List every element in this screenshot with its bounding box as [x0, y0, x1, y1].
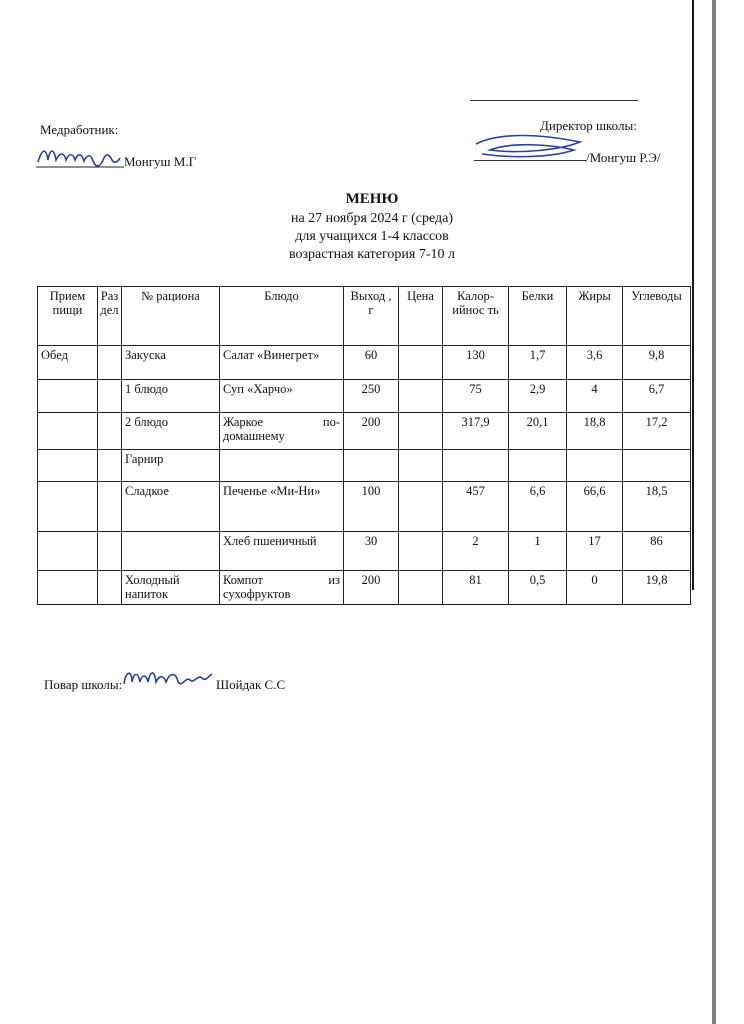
director-sign-line — [474, 160, 586, 161]
cell-meal — [38, 571, 98, 605]
menu-title: МЕНЮ — [345, 191, 399, 207]
cell-kcal: 2 — [443, 532, 509, 571]
cell-fat: 0 — [567, 571, 623, 605]
cell-meal — [38, 482, 98, 532]
cell-meal — [38, 380, 98, 413]
cell-dish: Печенье «Ми-Ни» — [220, 482, 344, 532]
cell-weight: 30 — [344, 532, 399, 571]
cell-dish — [220, 450, 344, 482]
cell-protein: 1,7 — [509, 346, 567, 380]
col-header-weight: Выход , г — [344, 287, 399, 346]
cell-dish: Компот из сухофруктов — [220, 571, 344, 605]
col-header-carbs: Углеводы — [623, 287, 691, 346]
cell-category: Гарнир — [122, 450, 220, 482]
cell-carbs: 6,7 — [623, 380, 691, 413]
cell-section — [98, 450, 122, 482]
cell-price — [399, 450, 443, 482]
cell-fat: 18,8 — [567, 413, 623, 450]
col-header-section: Раз дел — [98, 287, 122, 346]
age-line: возрастная категория 7-10 л — [289, 247, 455, 262]
cell-carbs: 9,8 — [623, 346, 691, 380]
cell-price — [399, 413, 443, 450]
table-row — [38, 413, 691, 450]
cell-carbs — [623, 450, 691, 482]
cell-kcal: 75 — [443, 380, 509, 413]
cell-meal — [38, 532, 98, 571]
cell-price — [399, 532, 443, 571]
medic-name: Монгуш М.Г — [124, 154, 197, 169]
menu-table — [37, 286, 691, 605]
cell-category: 1 блюдо — [122, 380, 220, 413]
cook-label: Повар школы: — [44, 677, 123, 692]
audience-line: для учащихся 1-4 классов — [295, 229, 449, 244]
cell-price — [399, 482, 443, 532]
cell-section — [98, 346, 122, 380]
cell-meal — [38, 450, 98, 482]
cell-kcal: 317,9 — [443, 413, 509, 450]
cell-fat: 17 — [567, 532, 623, 571]
cell-weight: 200 — [344, 571, 399, 605]
cell-section — [98, 571, 122, 605]
table-row — [38, 532, 691, 571]
cell-section — [98, 380, 122, 413]
cell-category — [122, 532, 220, 571]
cell-fat — [567, 450, 623, 482]
cell-price — [399, 380, 443, 413]
cell-category: 2 блюдо — [122, 413, 220, 450]
col-header-fat: Жиры — [567, 287, 623, 346]
cell-kcal: 130 — [443, 346, 509, 380]
cell-protein: 6,6 — [509, 482, 567, 532]
cell-carbs: 18,5 — [623, 482, 691, 532]
date-line: на 27 ноября 2024 г (среда) — [290, 211, 454, 226]
cell-category: Закуска — [122, 346, 220, 380]
col-header-protein: Белки — [509, 287, 567, 346]
cell-section — [98, 532, 122, 571]
cell-weight: 100 — [344, 482, 399, 532]
cell-dish: Хлеб пшеничный — [220, 532, 344, 571]
cook-name: Шойдак С.С — [216, 677, 286, 692]
cell-fat: 3,6 — [567, 346, 623, 380]
cell-price — [399, 346, 443, 380]
cell-meal: Обед — [38, 346, 98, 380]
table-header-row — [38, 287, 691, 346]
cell-protein: 2,9 — [509, 380, 567, 413]
medic-label: Медработник: — [40, 122, 119, 137]
cell-weight: 60 — [344, 346, 399, 380]
cell-price — [399, 571, 443, 605]
cell-category: Сладкое — [122, 482, 220, 532]
cell-dish: Суп «Харчо» — [220, 380, 344, 413]
cook-signature — [120, 664, 216, 694]
director-label: Директор школы: — [540, 118, 637, 133]
table-row — [38, 380, 691, 413]
col-header-meal: Прием пищи — [38, 287, 98, 346]
col-header-ration: № рациона — [122, 287, 220, 346]
cell-weight: 250 — [344, 380, 399, 413]
cell-protein: 0,5 — [509, 571, 567, 605]
cell-kcal — [443, 450, 509, 482]
cell-carbs: 19,8 — [623, 571, 691, 605]
table-row — [38, 450, 691, 482]
table-row — [38, 346, 691, 380]
col-header-price: Цена — [399, 287, 443, 346]
cell-weight — [344, 450, 399, 482]
cell-kcal: 81 — [443, 571, 509, 605]
cell-fat: 4 — [567, 380, 623, 413]
table-row — [38, 571, 691, 605]
table-row — [38, 482, 691, 532]
cell-section — [98, 413, 122, 450]
cell-carbs: 86 — [623, 532, 691, 571]
cell-dish: Жаркое по-домашнему — [220, 413, 344, 450]
cell-dish: Салат «Винегрет» — [220, 346, 344, 380]
cell-meal — [38, 413, 98, 450]
medic-signature — [34, 140, 126, 174]
scan-edge-strip — [712, 0, 716, 1024]
cell-carbs: 17,2 — [623, 413, 691, 450]
col-header-kcal: Калор-ийнос ть — [443, 287, 509, 346]
cell-section — [98, 482, 122, 532]
cell-protein — [509, 450, 567, 482]
cell-fat: 66,6 — [567, 482, 623, 532]
director-signature — [470, 128, 590, 164]
cell-protein: 20,1 — [509, 413, 567, 450]
cell-kcal: 457 — [443, 482, 509, 532]
col-header-dish: Блюдо — [220, 287, 344, 346]
director-line — [470, 100, 638, 101]
director-name: /Монгуш Р.Э/ — [586, 150, 661, 165]
scan-edge-line — [692, 0, 694, 590]
cell-weight: 200 — [344, 413, 399, 450]
cell-protein: 1 — [509, 532, 567, 571]
cell-category: Холодный напиток — [122, 571, 220, 605]
